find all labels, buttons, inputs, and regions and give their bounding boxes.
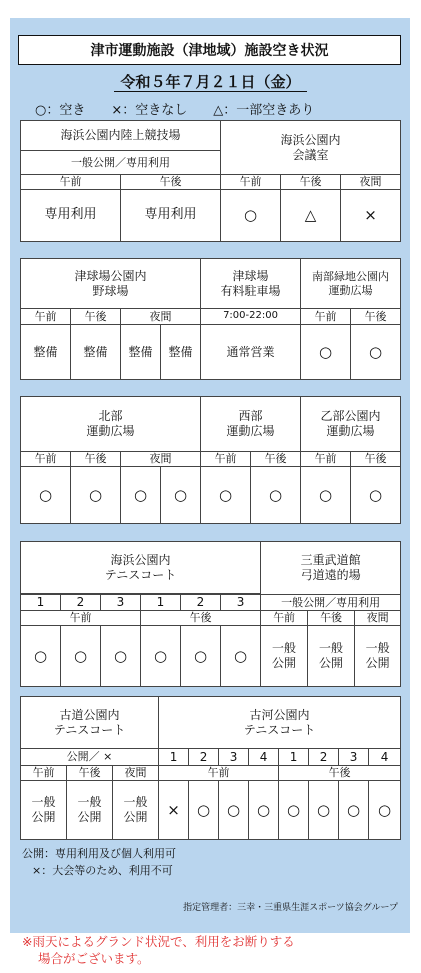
header-pm: 午後 <box>308 611 355 626</box>
status-cell: ○ <box>219 781 249 840</box>
header-pm: 午後 <box>71 452 121 467</box>
header-am: 午前 <box>21 611 141 626</box>
facility-name: 西部 運動広場 <box>201 397 301 452</box>
header-night: 夜間 <box>355 611 401 626</box>
facility-table-1 <box>20 120 401 242</box>
status-cell: ○ <box>181 626 221 687</box>
facility-name: 海浜公園内 テニスコート <box>21 542 261 594</box>
status-cell: 一般 公開 <box>261 626 308 687</box>
header-pm: 午後 <box>67 766 113 781</box>
note-open: 公開：専用利用及び個人利用可 <box>22 847 176 860</box>
court-number: 1 <box>159 749 189 766</box>
court-number: 1 <box>21 595 61 611</box>
facility-table-5 <box>20 696 401 840</box>
facility-name: 乙部公園内 運動広場 <box>301 397 401 452</box>
manager-credit: 指定管理者：三幸・三重県生涯スポーツ協会グループ <box>183 903 398 913</box>
status-cell: ○ <box>21 467 71 524</box>
status-cell: ○ <box>309 781 339 840</box>
court-number: 4 <box>249 749 279 766</box>
facility-name: 北部 運動広場 <box>21 397 201 452</box>
header-pm: 午後 <box>281 175 341 190</box>
status-cell: 専用利用 <box>121 190 221 242</box>
court-number: 3 <box>339 749 369 766</box>
facility-table-3 <box>20 396 401 524</box>
status-cell: × <box>159 781 189 840</box>
status-cell: 整備 <box>161 325 201 380</box>
header-night: 夜間 <box>113 766 159 781</box>
court-number: 3 <box>221 595 261 611</box>
status-cell: 一般 公開 <box>67 781 113 840</box>
facility-name: 古河公園内 テニスコート <box>159 697 401 749</box>
facility-table-4 <box>20 541 401 687</box>
status-cell: ○ <box>201 467 251 524</box>
status-cell: 一般 公開 <box>308 626 355 687</box>
usage-type: 一般公開／専用利用 <box>21 151 221 175</box>
header-am: 午前 <box>21 309 71 325</box>
page-title: 津市運動施設（津地域）施設空き状況 <box>18 35 401 65</box>
status-cell: ○ <box>21 626 61 687</box>
header-night: 夜間 <box>121 452 201 467</box>
court-number: 2 <box>181 595 221 611</box>
status-cell: ○ <box>141 626 181 687</box>
header-am: 午前 <box>301 309 351 325</box>
facility-name: 津球場 有料駐車場 <box>201 259 301 309</box>
facility-name: 海浜公園内陸上競技場 <box>21 121 221 151</box>
status-cell: ○ <box>161 467 201 524</box>
header-pm: 午後 <box>251 452 301 467</box>
header-night: 夜間 <box>341 175 401 190</box>
facility-name: 海浜公園内 会議室 <box>221 121 401 175</box>
header-am: 午前 <box>21 766 67 781</box>
status-cell: ○ <box>301 325 351 380</box>
status-cell: 専用利用 <box>21 190 121 242</box>
status-cell: ○ <box>279 781 309 840</box>
header-hours: 7:00-22:00 <box>201 309 301 325</box>
status-cell: ○ <box>351 467 401 524</box>
status-cell: × <box>341 190 401 242</box>
header-pm: 午後 <box>71 309 121 325</box>
header-pm: 午後 <box>351 309 401 325</box>
header-am: 午前 <box>221 175 281 190</box>
rain-warning: ※雨天によるグランド状況で、利用をお断りする 場合がございます。 <box>22 934 295 966</box>
status-cell: ○ <box>61 626 101 687</box>
facility-table-2 <box>20 258 401 380</box>
facility-name: 津球場公園内 野球場 <box>21 259 201 309</box>
court-number: 3 <box>219 749 249 766</box>
court-number: 2 <box>309 749 339 766</box>
note-unavailable: ×：大会等のため、利用不可 <box>32 864 173 877</box>
status-cell: ○ <box>251 467 301 524</box>
court-number: 4 <box>369 749 401 766</box>
header-pm: 午後 <box>351 452 401 467</box>
status-cell: ○ <box>301 467 351 524</box>
header-night: 夜間 <box>121 309 201 325</box>
status-cell: 整備 <box>71 325 121 380</box>
status-cell: 通常営業 <box>201 325 301 380</box>
status-cell: 一般 公開 <box>21 781 67 840</box>
status-cell: 整備 <box>21 325 71 380</box>
status-cell: ○ <box>249 781 279 840</box>
status-cell: 一般 公開 <box>113 781 159 840</box>
status-cell: ○ <box>369 781 401 840</box>
status-cell: △ <box>281 190 341 242</box>
header-am: 午前 <box>21 175 121 190</box>
header-am: 午前 <box>261 611 308 626</box>
status-cell: 一般 公開 <box>355 626 401 687</box>
facility-name: 南部緑地公園内 運動広場 <box>301 259 401 309</box>
facility-name: 古道公園内 テニスコート <box>21 697 159 749</box>
court-number: 3 <box>101 595 141 611</box>
status-cell: 整備 <box>121 325 161 380</box>
status-cell: ○ <box>351 325 401 380</box>
header-am: 午前 <box>159 766 279 781</box>
report-date: 令和５年７月２１日（金） <box>0 71 421 92</box>
status-cell: ○ <box>189 781 219 840</box>
status-cell: ○ <box>101 626 141 687</box>
status-cell: ○ <box>221 626 261 687</box>
facility-name: 三重武道館 弓道遠的場 <box>261 542 401 595</box>
usage-type: 一般公開／専用利用 <box>261 595 401 611</box>
legend: ○：空き ×：空きなし △：一部空きあり <box>35 103 315 118</box>
usage-type: 公開／ × <box>21 749 159 766</box>
status-cell: ○ <box>339 781 369 840</box>
court-number: 2 <box>61 595 101 611</box>
status-cell: ○ <box>121 467 161 524</box>
court-number: 2 <box>189 749 219 766</box>
court-number: 1 <box>141 595 181 611</box>
status-cell: ○ <box>71 467 121 524</box>
header-am: 午前 <box>21 452 71 467</box>
header-am: 午前 <box>301 452 351 467</box>
header-am: 午前 <box>201 452 251 467</box>
status-cell: ○ <box>221 190 281 242</box>
header-pm: 午後 <box>141 611 261 626</box>
court-number: 1 <box>279 749 309 766</box>
header-pm: 午後 <box>279 766 401 781</box>
header-pm: 午後 <box>121 175 221 190</box>
